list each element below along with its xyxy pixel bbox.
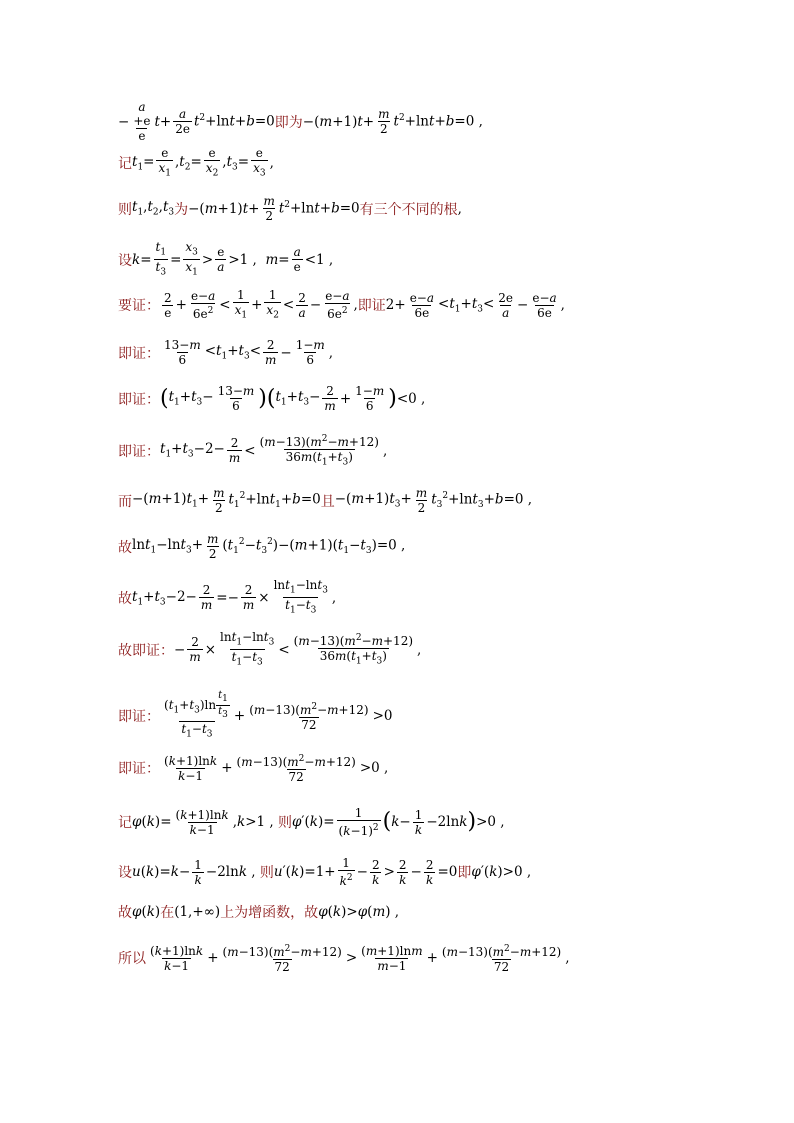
text-jizheng: 即证： [118,443,160,460]
fraction: $(t_1+t_3)\ln$ $\frac{t_1}{t_3}$ $t_1-t_3$ [164,690,228,740]
text-ze: 则 [277,815,292,831]
line-8: 即证： $t_1+t_3-2-$ $\frac{2}{m}$ < $\frac{(m-13)(m^2-m+12)}{36m(t_1+t_3)}$ , [118,434,388,468]
line-4: 设 k= $\frac{t_1}{t_3}$ = $\frac{x_3}{x_1}$ > $\frac{e}{a}$ >1 , m= $\frac{a}{e}$ <1 , [118,240,334,278]
line-18: 所以 $\frac{(k+1)\ln k}{k-1}$ + $\frac{(m-13)(m^2-m+12)}{72}$ > $\frac{(m+1)\ln m}{m-1}$ + $\frac{(m-13)(m^2-m+12)}{72}$ , [118,943,570,974]
text-er: 而 [118,493,132,510]
text-gu: 故 [118,590,132,607]
line-1: − a +e e t+ $\frac{a}{2e}$ $t^2+\ln t+b=0$ 即为 −(m+1)t+ $\frac{m}{2}$ $t^2+\ln t+b=0$ , [118,100,483,143]
line-14: 即证： $\frac{(k+1)\ln k}{k-1}$ + $\frac{(m-13)(m^2-m+12)}{72}$ >0 , [118,753,389,784]
fraction: $\frac{2}{m}$ [200,583,213,613]
line-16: 设 u(k)=k− $\frac{1}{k}$ −2lnk , 则 u′(k)=1+ $\frac{1}{k^2}$ − $\frac{2}{k}$ > $\frac{2}{k}$ − $\frac{2}{k}$ =0 即 φ′(k)>0 , [118,856,532,888]
fraction: $\frac{e}{x_3}$ [253,146,266,179]
line-2: 记 $t_1=$ $\frac{e}{x_1}$ $,t_2=$ $\frac{e}{x_2}$ $,t_3=$ $\frac{e}{x_3}$ , [118,146,274,179]
fraction: $\frac{\ln t_1-\ln t_3}{t_1-t_3}$ [273,578,328,616]
text-suoyi: 所以 [118,951,146,967]
fraction: $\frac{2}{a}$ [298,290,306,320]
text-ji: 记 [118,815,132,831]
fraction: $\frac{1}{(k-1)^2}$ [338,806,379,838]
fraction: $\frac{(k+1)\ln k}{k-1}$ [164,753,218,783]
fraction: $\frac{m}{2}$ [213,486,225,515]
fraction: $\frac{1}{k}$ [414,807,423,837]
text-shang-wei: 上为增函数，故 [220,905,319,921]
fraction: $\frac{2}{m}$ [228,436,241,466]
fraction: $\frac{1}{k^2}$ [339,856,353,888]
text-she: 设 [118,252,132,269]
fraction: $\frac{(m-13)(m^2-m+12)}{72}$ [236,754,356,784]
text-jiwei: 即为 [274,114,303,131]
fraction: $\frac{(m-13)(m^2-m+12)}{72}$ [249,701,369,732]
fraction: $\frac{1}{x_2}$ [266,288,279,321]
text-qie: 且 [320,493,335,510]
fraction: $\frac{a}{2e}$ [175,107,190,136]
fraction: $\frac{m}{2}$ [415,486,428,515]
line-12: 故即证： − $\frac{2}{m}$ × $\frac{\ln t_1-\ln t_3}{t_1-t_3}$ < $\frac{(m-13)(m^2-m+12)}{36m(t_1+t_3)}$ , [118,630,422,668]
fraction: $\frac{\ln t_1-\ln t_3}{t_1-t_3}$ [220,630,275,668]
text-jizheng: 即证 [357,298,386,315]
fraction: $\frac{2}{m}$ [189,635,201,665]
fraction: $\frac{2}{m}$ [242,583,255,613]
fraction: $\frac{(m-13)(m^2-m+12)}{36m(t_1+t_3)}$ [293,633,414,667]
fraction: $\frac{1}{x_1}$ [234,288,248,321]
text-gu-jizheng: 故即证： [118,642,174,659]
fraction: $\frac{2}{k}$ [425,857,434,887]
text-gu: 故 [118,539,132,556]
text-gu: 故 [118,905,132,921]
text-jizheng: 即证： [118,391,160,408]
text-ji: 即 [457,865,472,881]
fraction: $\frac{13-m}{6}$ [164,338,201,367]
fraction: $\frac{2}{m}$ [265,338,277,367]
fraction: $\frac{e}{a}$ [217,245,225,275]
fraction: a +e e [133,100,151,143]
text-ji: 记 [118,156,132,173]
line-17: 故 φ(k) 在 (1,+∞) 上为增函数，故 φ(k)>φ(m) , [118,904,400,921]
line-3: 则 $t_1,t_2,t_3$ 为 −(m+1)t+ $\frac{m}{2}$ $t^2+\ln t+b=0$ 有三个不同的根 , [118,194,462,223]
text-yaozheng: 要证： [118,298,160,315]
line-13: 即证： $(t_1+t_3)\ln$ $\frac{t_1}{t_3}$ $t_1-t_3$ + $\frac{(m-13)(m^2-m+12)}{72}$ >0 [118,690,393,740]
fraction: $\frac{e-a}{6e^2}$ [190,289,216,322]
text-jizheng: 即证： [118,708,160,725]
line-9: 而 $-(m+1)t_1+$ $\frac{m}{2}$ $t_1^2+\ln t_1+b=0$ 且 $-(m+1)t_3+$ $\frac{m}{2}$ $t_3^2+\ln t_3+b=0$ , [118,486,533,515]
text-she: 设 [118,865,132,881]
text-ze: 则 [259,865,274,881]
fraction: $\frac{m}{2}$ [207,532,219,561]
fraction: $\frac{(m-13)(m^2-m+12)}{72}$ [222,944,342,974]
fraction: $\frac{2}{k}$ [398,857,407,887]
line-15: 记 φ(k)= $\frac{(k+1)\ln k}{k-1}$ ,k>1 , 则 φ′(k)= $\frac{1}{(k-1)^2}$ ( k− $\frac{1}{k}$ −2lnk ) >0 , [118,806,505,838]
line-10: 故 lnt$_1$−lnt$_3$+ $\frac{m}{2}$ $(t_1^2-t_3^2)-(m+1)(t_1-t_3)=0$ , [118,532,406,561]
fraction: $\frac{e-a}{6e^2}$ [325,289,350,322]
text-you-san: 有三个不同的根 [359,201,458,218]
fraction: $\frac{e-a}{6e}$ [532,290,557,320]
text-wei: 为 [174,201,189,218]
fraction: $\frac{(k+1)\ln k}{k-1}$ [175,807,229,837]
fraction: $\frac{e}{x_2}$ [205,146,219,179]
text-jizheng: 即证： [118,761,160,777]
fraction: $\frac{a}{e}$ [293,245,301,275]
fraction: $\frac{2}{k}$ [371,857,380,887]
fraction: $\frac{2}{e}$ [164,290,172,320]
fraction: $\frac{1-m}{6}$ [355,384,385,413]
text-ze: 则 [118,201,132,218]
fraction: $\frac{1-m}{6}$ [295,338,325,367]
fraction: $\frac{2}{m}$ [324,384,336,413]
fraction: $\frac{t_1}{t_3}$ [155,240,167,278]
fraction: $\frac{13-m}{6}$ [217,384,255,413]
fraction: $\frac{(m-13)(m^2-m+12)}{72}$ [441,944,562,974]
fraction: $\frac{(m+1)\ln m}{m-1}$ [361,943,423,973]
text-jizheng: 即证： [118,345,160,362]
fraction: $\frac{2e}{a}$ [498,290,514,320]
fraction: $\frac{e}{x_1}$ [158,146,171,179]
fraction: $\frac{(m-13)(m^2-m+12)}{36m(t_1+t_3)}$ [259,434,379,468]
fraction: $\frac{1}{k}$ [194,857,202,887]
fraction: $\frac{(k+1)\ln k}{k-1}$ [150,943,204,973]
fraction: $\frac{m}{2}$ [378,107,390,136]
fraction: $\frac{e-a}{6e}$ [409,290,435,320]
line-7: 即证： ( $t_1+t_3-$ $\frac{13-m}{6}$ )( $t_1+t_3-$ $\frac{2}{m}$ + $\frac{1-m}{6}$ ) <0 , [118,384,426,413]
line-5: 要证： $\frac{2}{e}$ + $\frac{e-a}{6e^2}$ < $\frac{1}{x_1}$ + $\frac{1}{x_2}$ < $\frac{2}{a}$ − $\frac{e-a}{6e^2}$ , 即证 2+ $\frac{e-a}{6e}$ $<t_1+t_3<$ $\frac{2e}{a}$ − $\frac{e-a}{6e}$ , [118,288,565,322]
fraction: $\frac{x_3}{x_1}$ [185,240,198,278]
text-zai: 在 [160,905,175,921]
line-6: 即证： $\frac{13-m}{6}$ $<t_1+t_3<$ $\frac{2}{m}$ − $\frac{1-m}{6}$ , [118,338,334,367]
line-11: 故 $t_1+t_3-2-$ $\frac{2}{m}$ =− $\frac{2}{m}$ × $\frac{\ln t_1-\ln t_3}{t_1-t_3}$ , [118,578,337,616]
fraction: $\frac{m}{2}$ [263,194,275,223]
